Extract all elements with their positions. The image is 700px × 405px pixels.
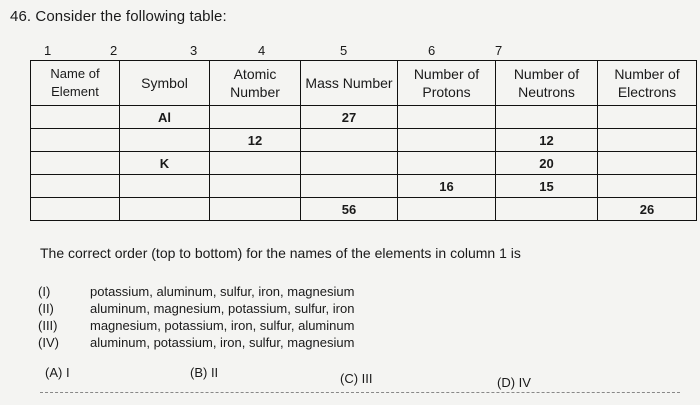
table-row bbox=[31, 198, 697, 221]
option-item bbox=[38, 317, 354, 334]
column-number: 5 bbox=[340, 43, 348, 58]
table-cell bbox=[301, 129, 398, 152]
option-number: (II) bbox=[38, 301, 54, 316]
table-cell bbox=[31, 106, 120, 129]
column-number: 2 bbox=[110, 43, 118, 58]
table-header-row bbox=[31, 61, 697, 106]
table-cell: 20 bbox=[496, 152, 598, 175]
table-cell bbox=[301, 175, 398, 198]
table-cell: 15 bbox=[496, 175, 598, 198]
option-item bbox=[38, 300, 354, 317]
table-row bbox=[31, 106, 697, 129]
header-cell: Number of Electrons bbox=[598, 61, 697, 106]
table-row bbox=[31, 129, 697, 152]
table-cell bbox=[31, 129, 120, 152]
header-cell: Atomic Number bbox=[210, 61, 301, 106]
option-text: magnesium, potassium, iron, sulfur, aluminum bbox=[90, 318, 355, 333]
table-cell bbox=[210, 106, 301, 129]
option-item bbox=[38, 283, 354, 300]
table-cell: 56 bbox=[301, 198, 398, 221]
answer-choice[interactable]: (D) IV bbox=[497, 375, 531, 390]
column-number: 3 bbox=[190, 43, 198, 58]
table-cell bbox=[210, 198, 301, 221]
column-number: 6 bbox=[428, 43, 436, 58]
table-row bbox=[31, 152, 697, 175]
option-text: aluminum, potassium, iron, sulfur, magnesium bbox=[90, 335, 355, 350]
header-cell: Name of Element bbox=[31, 61, 120, 106]
column-number: 1 bbox=[44, 43, 52, 58]
table-cell: 27 bbox=[301, 106, 398, 129]
answer-choices bbox=[40, 365, 680, 389]
column-numbers bbox=[30, 43, 696, 61]
header-cell: Symbol bbox=[120, 61, 210, 106]
table-cell bbox=[598, 129, 697, 152]
table-cell bbox=[301, 152, 398, 175]
question-prompt: The correct order (top to bottom) for the names of the elements in column 1 is bbox=[40, 245, 521, 261]
option-list bbox=[38, 283, 354, 351]
table-cell bbox=[398, 106, 496, 129]
answer-choice[interactable]: (C) III bbox=[340, 371, 373, 386]
table-cell bbox=[496, 198, 598, 221]
header-cell: Number of Neutrons bbox=[496, 61, 598, 106]
answer-choice[interactable]: (B) II bbox=[190, 365, 219, 380]
table-cell: 16 bbox=[398, 175, 496, 198]
table-cell: 26 bbox=[598, 198, 697, 221]
table-cell bbox=[598, 175, 697, 198]
table-cell bbox=[598, 152, 697, 175]
table-cell bbox=[120, 198, 210, 221]
table-cell bbox=[398, 152, 496, 175]
element-table bbox=[30, 60, 697, 221]
header-cell: Number of Protons bbox=[398, 61, 496, 106]
table-cell bbox=[598, 106, 697, 129]
column-number: 4 bbox=[258, 43, 266, 58]
table-cell: Al bbox=[120, 106, 210, 129]
divider bbox=[40, 392, 680, 393]
table-cell: K bbox=[120, 152, 210, 175]
option-number: (IV) bbox=[38, 335, 59, 350]
table-cell bbox=[31, 175, 120, 198]
option-item bbox=[38, 334, 354, 351]
answer-choice[interactable]: (A) I bbox=[45, 365, 70, 380]
question-title: 46. Consider the following table: bbox=[10, 8, 227, 25]
option-number: (III) bbox=[38, 318, 58, 333]
option-text: aluminum, magnesium, potassium, sulfur, iron bbox=[90, 301, 355, 316]
column-number: 7 bbox=[495, 43, 503, 58]
table-cell bbox=[120, 175, 210, 198]
table-cell bbox=[398, 198, 496, 221]
table-row bbox=[31, 175, 697, 198]
table-cell bbox=[496, 106, 598, 129]
option-text: potassium, aluminum, sulfur, iron, magnesium bbox=[90, 284, 355, 299]
table-cell bbox=[31, 152, 120, 175]
table-cell bbox=[210, 175, 301, 198]
header-cell: Mass Number bbox=[301, 61, 398, 106]
option-number: (I) bbox=[38, 284, 51, 299]
table-cell bbox=[31, 198, 120, 221]
table-cell: 12 bbox=[496, 129, 598, 152]
table-cell bbox=[398, 129, 496, 152]
table-cell: 12 bbox=[210, 129, 301, 152]
table-cell bbox=[210, 152, 301, 175]
table-cell bbox=[120, 129, 210, 152]
